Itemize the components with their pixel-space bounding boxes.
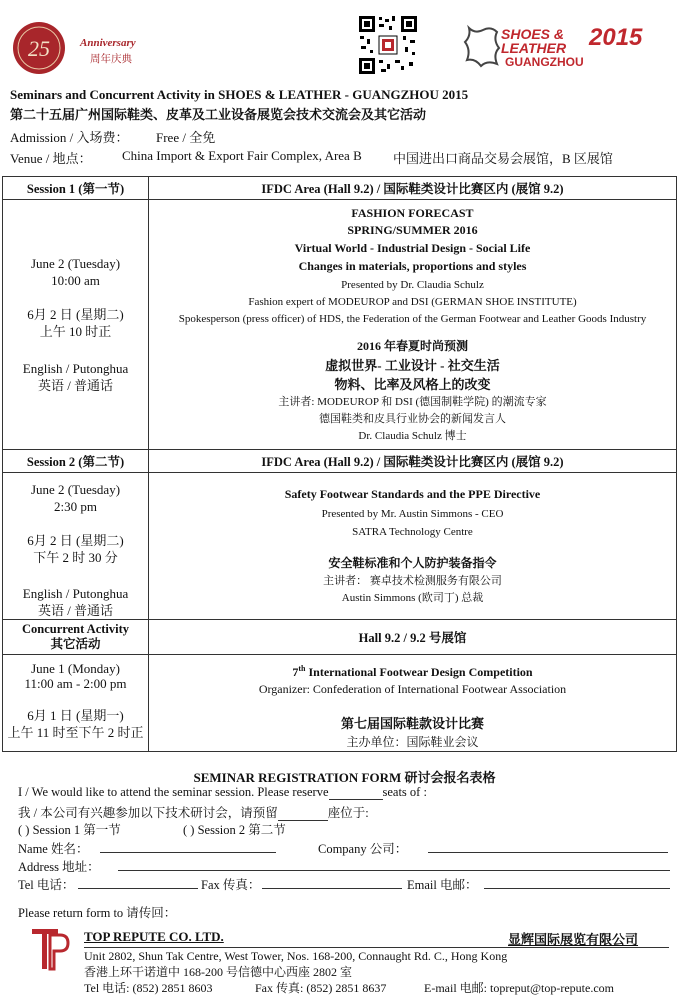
concurrent-time-cn: 上午 11 时至下午 2 时正: [7, 725, 144, 740]
name-field[interactable]: [100, 840, 276, 853]
session1-lang-en: English / Putonghua: [22, 361, 129, 376]
qr-code-icon: [357, 14, 419, 76]
session1-time-en: 10:00 am: [51, 273, 100, 288]
concurrent-title-rest: International Footwear Design Competition: [305, 665, 533, 679]
concurrent-location: Hall 9.2 / 9.2 号展馆: [149, 620, 677, 655]
page-title-en: Seminars and Concurrent Activity in SHOES & LEATHER - GUANGZHOU 2015: [10, 87, 469, 102]
session1-body-row: [3, 200, 677, 450]
session2-header-row: [3, 450, 677, 473]
company-email[interactable]: E-mail 电邮: topreput@top-repute.com: [424, 981, 615, 995]
email-field[interactable]: [484, 876, 670, 889]
admission-label: Admission / 入场费：: [10, 130, 129, 145]
reserve-text-en-post: seats of :: [382, 785, 427, 799]
company-logo: [30, 925, 70, 973]
concurrent-title: [149, 660, 676, 681]
concurrent-body-row: [3, 655, 677, 752]
venue-en: China Import & Export Fair Complex, Area B: [122, 148, 362, 163]
concurrent-cn-title: 第七届国际鞋款设计比赛: [340, 716, 484, 731]
concurrent-label-cell: [3, 620, 149, 655]
schedule-table: [2, 176, 677, 752]
brand-line-2: LEATHER: [501, 40, 567, 56]
company-name-en: TOP REPUTE CO. LTD.: [84, 929, 224, 944]
session2-label: Session 2 (第二节): [3, 450, 149, 473]
session1-detail-cell: [149, 200, 677, 450]
anniversary-label-en: Anniversary: [80, 37, 136, 49]
session1-cn-presenter-2: 德国鞋类和皮具行业协会的新闻发言人: [319, 413, 506, 425]
leather-hide-icon: [463, 24, 503, 68]
anniversary-seal-icon: [10, 20, 70, 76]
session1-role-2: Spokesperson (press officer) of HDS, the Federation of the German Footwear and Leather Goods Industry: [178, 313, 647, 325]
session1-title-1: FASHION FORECAST: [351, 206, 474, 220]
reserve-text-cn-post: 座位于:: [327, 806, 369, 820]
session2-presenter: Presented by Mr. Austin Simmons - CEO: [321, 508, 504, 520]
brand-line-1: SHOES &: [501, 26, 565, 42]
session1-date-en: June 2 (Tuesday): [30, 256, 121, 271]
session2-body-row: [3, 473, 677, 620]
form-heading: SEMINAR REGISTRATION FORM 研讨会报名表格: [193, 770, 496, 785]
concurrent-label-en: Concurrent Activity: [21, 622, 130, 636]
session2-detail-cell: [149, 473, 677, 620]
concurrent-label-cn: 其它活动: [50, 637, 101, 651]
concurrent-title-sup: th: [298, 664, 306, 673]
concurrent-header-row: [3, 620, 677, 655]
concurrent-organizer: Organizer: Confederation of International Footwear Association: [258, 682, 567, 696]
session1-title-3: Virtual World - Industrial Design - Social Life: [294, 241, 531, 255]
session1-label: Session 1 (第一节): [3, 177, 149, 200]
session1-cn-title-1: 2016 年春夏时尚预测: [356, 339, 468, 353]
session1-date-cn: 6月 2 日 (星期二): [27, 307, 124, 322]
session1-title-4: Changes in materials, proportions and styles: [298, 259, 527, 273]
company-field[interactable]: [428, 840, 668, 853]
brand-year: 2015: [589, 24, 643, 51]
session1-time-cn: 上午 10 时正: [39, 324, 112, 339]
anniversary-logo: [10, 20, 150, 76]
session1-lang-cn: 英语 / 普通话: [37, 378, 114, 393]
session1-when-cell: [3, 200, 149, 450]
return-label: Please return form to 请传回：: [18, 906, 177, 920]
company-address-en: Unit 2802, Shun Tak Centre, West Tower, Nos. 168-200, Connaught Rd. C., Hong Kong: [84, 949, 508, 963]
session1-option[interactable]: ( ) Session 1 第一节: [18, 823, 121, 837]
session1-role-1: Fashion expert of MODEUROP and DSI (GERMAN SHOE INSTITUTE): [248, 296, 577, 308]
concurrent-when-cell: [3, 655, 149, 752]
session2-lang-cn: 英语 / 普通话: [37, 603, 114, 618]
concurrent-title-num: 7: [292, 665, 299, 679]
email-label: Email 电邮：: [407, 878, 478, 892]
session2-date-en: June 2 (Tuesday): [30, 482, 121, 497]
brand-city: GUANGZHOU: [505, 55, 584, 69]
session2-time-cn: 下午 2 时 30 分: [33, 550, 118, 565]
concurrent-time-en: 11:00 am - 2:00 pm: [24, 676, 127, 691]
session1-location: IFDC Area (Hall 9.2) / 国际鞋类设计比赛区内 (展馆 9.2): [149, 177, 677, 200]
session2-org: SATRA Technology Centre: [352, 526, 473, 538]
name-label: Name 姓名：: [18, 842, 89, 856]
session2-date-cn: 6月 2 日 (星期二): [27, 533, 124, 548]
session1-cn-title-3: 物料、比率及风格上的改变: [334, 377, 491, 392]
session1-header-row: [3, 177, 677, 200]
fax-field[interactable]: [262, 876, 402, 889]
qr-code: [357, 14, 419, 76]
reserve-text-cn: 我 / 本公司有兴趣参加以下技术研讨会，请预留: [18, 806, 278, 820]
session2-when-cell: [3, 473, 149, 620]
anniversary-label-cn: 周年庆典: [90, 54, 132, 65]
shoes-leather-logo: [463, 22, 663, 74]
session2-cn-presenter-1: 主讲者： 赛卓技术检测服务有限公司: [323, 575, 502, 587]
reserve-line-cn: [18, 803, 369, 821]
session1-presenter: Presented by Dr. Claudia Schulz: [341, 279, 484, 291]
company-tel: Tel 电话: (852) 2851 8603: [84, 981, 213, 995]
session2-location: IFDC Area (Hall 9.2) / 国际鞋类设计比赛区内 (展馆 9.2): [149, 450, 677, 473]
footer-divider: [84, 947, 669, 948]
company-fax: Fax 传真: (852) 2851 8637: [255, 981, 387, 995]
reserve-line-en: [18, 785, 427, 800]
address-label: Address 地址：: [18, 860, 100, 874]
tel-label: Tel 电话：: [18, 878, 75, 892]
session2-title: Safety Footwear Standards and the PPE Directive: [284, 487, 541, 501]
fax-label: Fax 传真：: [201, 878, 261, 892]
concurrent-date-en: June 1 (Monday): [31, 661, 120, 676]
admission-value: Free / 全免: [156, 130, 216, 145]
company-label: Company 公司：: [318, 842, 408, 856]
seats-field[interactable]: [329, 787, 383, 800]
concurrent-detail-cell: [149, 655, 677, 752]
concurrent-date-cn: 6月 1 日 (星期一): [27, 708, 124, 723]
address-field[interactable]: [118, 858, 670, 871]
venue-cn: 中国进出口商品交易会展馆，B 区展馆: [393, 151, 613, 166]
concurrent-cn-organizer: 主办单位：国际鞋业会议: [346, 735, 479, 749]
page-title-cn: 第二十五届广州国际鞋类、皮革及工业设备展览会技术交流会及其它活动: [10, 107, 427, 122]
session2-time-en: 2:30 pm: [54, 499, 97, 514]
venue-label: Venue / 地点：: [10, 151, 92, 166]
session2-option[interactable]: ( ) Session 2 第二节: [183, 823, 286, 837]
session1-title-2: SPRING/SUMMER 2016: [347, 223, 478, 237]
session1-cn-presenter-3: Dr. Claudia Schulz 博士: [358, 430, 467, 442]
anniversary-number: 25: [28, 36, 50, 61]
session1-cn-presenter-1: 主讲者: MODEUROP 和 DSI (德国制鞋学院) 的潮流专家: [278, 396, 547, 408]
tel-field[interactable]: [78, 876, 198, 889]
session2-cn-presenter-2: Austin Simmons (欧司丁) 总裁: [341, 592, 484, 604]
session2-lang-en: English / Putonghua: [22, 586, 129, 601]
reserve-text-en: I / We would like to attend the seminar session. Please reserve: [18, 785, 329, 799]
top-repute-logo-icon: [30, 925, 70, 973]
session1-cn-title-2: 虚拟世界- 工业设计 - 社交生活: [325, 358, 500, 373]
company-name-cn: 显辉国际展览有限公司: [508, 932, 639, 947]
session2-cn-title: 安全鞋标准和个人防护装备指令: [328, 556, 497, 570]
company-address-cn: 香港上环干诺道中 168-200 号信德中心西座 2802 室: [84, 965, 352, 979]
